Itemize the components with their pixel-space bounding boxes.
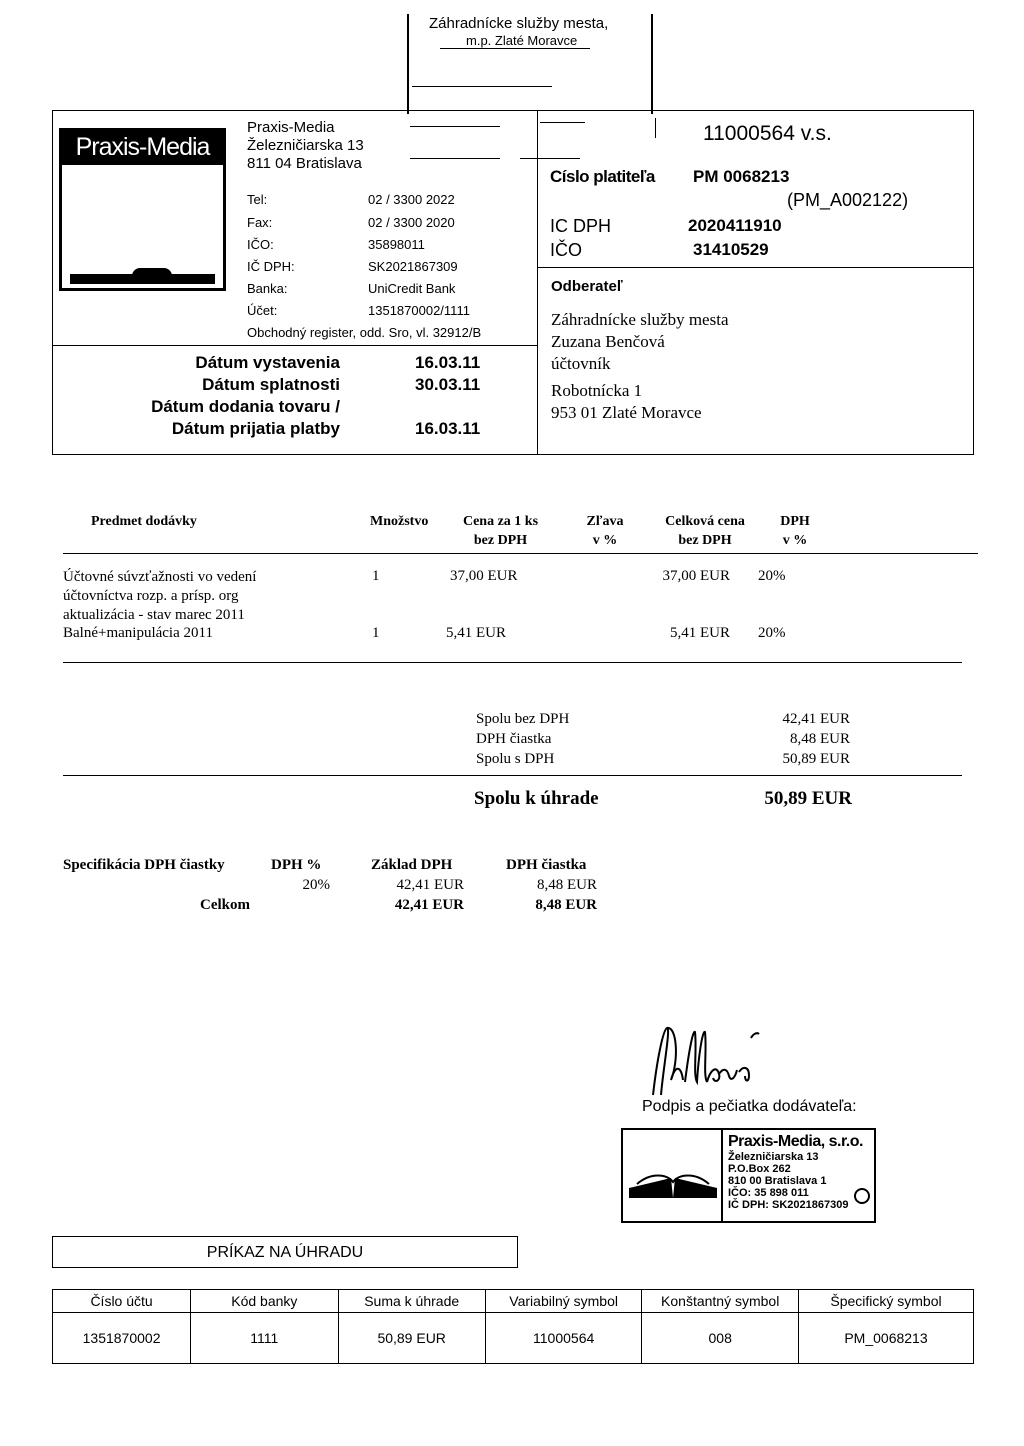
vat-spec-amount: 8,48 EUR xyxy=(537,877,597,893)
date-labels xyxy=(60,352,340,440)
price-header2: bez DPH xyxy=(473,533,528,548)
fax-label: Fax: xyxy=(247,215,273,230)
account-number-value: 1351870002 xyxy=(53,1313,191,1364)
stamp-line1: Záhradnícke služby mesta, xyxy=(429,15,609,32)
item-desc xyxy=(63,568,256,625)
item-price: 5,41 EUR xyxy=(446,625,506,641)
vat-spec-rate: 20% xyxy=(302,877,330,893)
net-label: Spolu bez DPH xyxy=(476,711,570,727)
vat-amount-value: 8,48 EUR xyxy=(790,731,850,747)
vat-spec-amount-header: DPH čiastka xyxy=(506,857,587,873)
company-stamp-text xyxy=(728,1133,863,1211)
tel-label: Tel: xyxy=(247,192,268,207)
ico-label2: IČO xyxy=(550,240,583,260)
register-info: Obchodný register, odd. Sro, vl. 32912/B xyxy=(247,325,482,340)
date-values xyxy=(415,352,480,440)
vat-spec-base-header: Základ DPH xyxy=(371,857,453,873)
constant-symbol-header: Konštantný symbol xyxy=(642,1290,799,1313)
fax-value: 02 / 3300 2020 xyxy=(368,215,455,230)
logo xyxy=(59,128,226,291)
item-price: 37,00 EUR xyxy=(450,568,518,584)
company-stamp-street: Železničiarska 13 xyxy=(728,1151,819,1163)
tel-value: 02 / 3300 2022 xyxy=(368,192,455,207)
payment-order-value-row xyxy=(53,1313,974,1364)
company-stamp-name: Praxis-Media, s.r.o. xyxy=(728,1133,863,1150)
bank-value: UniCredit Bank xyxy=(368,281,456,296)
customer-line5: 953 01 Zlaté Moravce xyxy=(551,403,702,422)
amount-due-label: Spolu k úhrade xyxy=(474,788,599,809)
customer-block xyxy=(551,309,729,375)
issue-date-label: Dátum vystavenia xyxy=(195,353,340,372)
item-desc-line1: Účtovné súvzťažnosti vo vedení xyxy=(63,569,257,585)
vat-header2: v % xyxy=(782,533,808,548)
due-date: 30.03.11 xyxy=(415,375,481,394)
specific-symbol-header: Špecifický symbol xyxy=(798,1290,973,1313)
net-value: 42,41 EUR xyxy=(782,711,850,727)
qty-header: Množstvo xyxy=(370,514,429,529)
stamp-line2: m.p. Zlaté Moravce xyxy=(466,33,578,48)
item-qty: 1 xyxy=(372,625,380,641)
book-icon xyxy=(627,1154,719,1202)
payer-label: Císlo platiteľa xyxy=(550,167,655,186)
item-total: 5,41 EUR xyxy=(670,625,730,641)
discount-header2: v % xyxy=(592,533,618,548)
delivery-date: 16.03.11 xyxy=(415,419,481,438)
payment-order-title-box xyxy=(52,1236,518,1268)
issue-date: 16.03.11 xyxy=(415,353,481,372)
variable-symbol-value: 11000564 xyxy=(485,1313,642,1364)
supplier-street: Železničiarska 13 xyxy=(247,137,364,154)
vat-spec-total-amount: 8,48 EUR xyxy=(535,897,597,913)
variable-symbol-header: Variabilný symbol xyxy=(485,1290,642,1313)
customer-line3: účtovník xyxy=(551,354,611,373)
customer-line1: Záhradnícke služby mesta xyxy=(551,310,729,329)
price-header1: Cena za 1 ks xyxy=(462,514,539,529)
signature-label: Podpis a pečiatka dodávateľa: xyxy=(642,1098,857,1115)
customer-line4: Robotnícka 1 xyxy=(551,381,643,400)
gross-value: 50,89 EUR xyxy=(782,751,850,767)
gross-label: Spolu s DPH xyxy=(476,751,555,767)
payer-alt: (PM_A002122) xyxy=(787,190,909,210)
item-desc-line2: účtovníctva rozp. a prísp. org xyxy=(63,588,239,604)
payment-order-header-row xyxy=(53,1290,974,1313)
company-stamp xyxy=(621,1128,876,1223)
amount-value: 50,89 EUR xyxy=(338,1313,485,1364)
vat-spec-rate-header: DPH % xyxy=(271,857,322,873)
vat-spec-total-label: Celkom xyxy=(200,897,250,913)
amount-due-value: 50,89 EUR xyxy=(764,788,852,809)
delivery-date-label2: Dátum prijatia platby xyxy=(171,419,340,438)
company-stamp-vat: IČ DPH: SK2021867309 xyxy=(728,1199,849,1211)
signature xyxy=(645,1020,765,1100)
ico-number: 31410529 xyxy=(693,240,769,259)
due-date-label: Dátum splatnosti xyxy=(202,375,340,394)
ico-label: IČO: xyxy=(247,237,274,252)
vat-spec-title: Specifikácia DPH čiastky xyxy=(63,857,225,873)
payment-order-table xyxy=(52,1289,974,1364)
account-value: 1351870002/1111 xyxy=(368,303,470,318)
bank-code-value: 1111 xyxy=(191,1313,338,1364)
ico-value: 35898011 xyxy=(368,237,425,252)
specific-symbol-value: PM_0068213 xyxy=(798,1313,973,1364)
company-stamp-city: 810 00 Bratislava 1 xyxy=(728,1175,827,1187)
item-desc-line3: aktualizácia - stav marec 2011 xyxy=(63,607,245,623)
supplier-city: 811 04 Bratislava xyxy=(247,155,362,172)
vat-spec-total-base: 42,41 EUR xyxy=(394,897,464,913)
account-number-header: Číslo účtu xyxy=(53,1290,191,1313)
payer-number: PM 0068213 xyxy=(693,167,790,186)
vat-header1: DPH xyxy=(780,514,810,529)
subject-header: Predmet dodávky xyxy=(91,514,197,529)
amount-header: Suma k úhrade xyxy=(338,1290,485,1313)
invoice-number: 11000564 v.s. xyxy=(703,122,832,145)
total-header2: bez DPH xyxy=(678,533,732,548)
payment-order-title: PRÍKAZ NA ÚHRADU xyxy=(206,1244,364,1261)
vat-id: 2020411910 xyxy=(688,216,782,235)
icdph-value: SK2021867309 xyxy=(368,259,458,274)
item-vat: 20% xyxy=(758,568,786,584)
account-label: Účet: xyxy=(247,303,278,318)
discount-header1: Zľava xyxy=(586,514,624,529)
vat-amount-label: DPH čiastka xyxy=(476,731,552,747)
icdph-label: IČ DPH: xyxy=(247,259,295,274)
customer-label: Odberateľ xyxy=(551,278,623,295)
supplier-name: Praxis-Media xyxy=(247,119,335,136)
item-qty: 1 xyxy=(372,568,380,584)
stamp-number-icon xyxy=(854,1188,870,1204)
customer-line2: Zuzana Benčová xyxy=(551,332,665,351)
total-header1: Celková cena xyxy=(665,514,745,529)
logo-text: Praxis-Media xyxy=(75,133,210,161)
company-stamp-pobox: P.O.Box 262 xyxy=(728,1163,791,1175)
company-stamp-ico: IČO: 35 898 011 xyxy=(728,1187,809,1199)
vat-spec-base: 42,41 EUR xyxy=(396,877,464,893)
item-desc: Balné+manipulácia 2011 xyxy=(63,625,213,641)
bank-label: Banka: xyxy=(247,281,288,296)
supplier-block xyxy=(247,119,364,173)
vat-id-label: IC DPH xyxy=(550,216,612,236)
bank-code-header: Kód banky xyxy=(191,1290,338,1313)
delivery-date-label1: Dátum dodania tovaru / xyxy=(151,397,340,416)
constant-symbol-value: 008 xyxy=(642,1313,799,1364)
item-vat: 20% xyxy=(758,625,786,641)
customer-address xyxy=(551,380,702,424)
item-total: 37,00 EUR xyxy=(662,568,730,584)
